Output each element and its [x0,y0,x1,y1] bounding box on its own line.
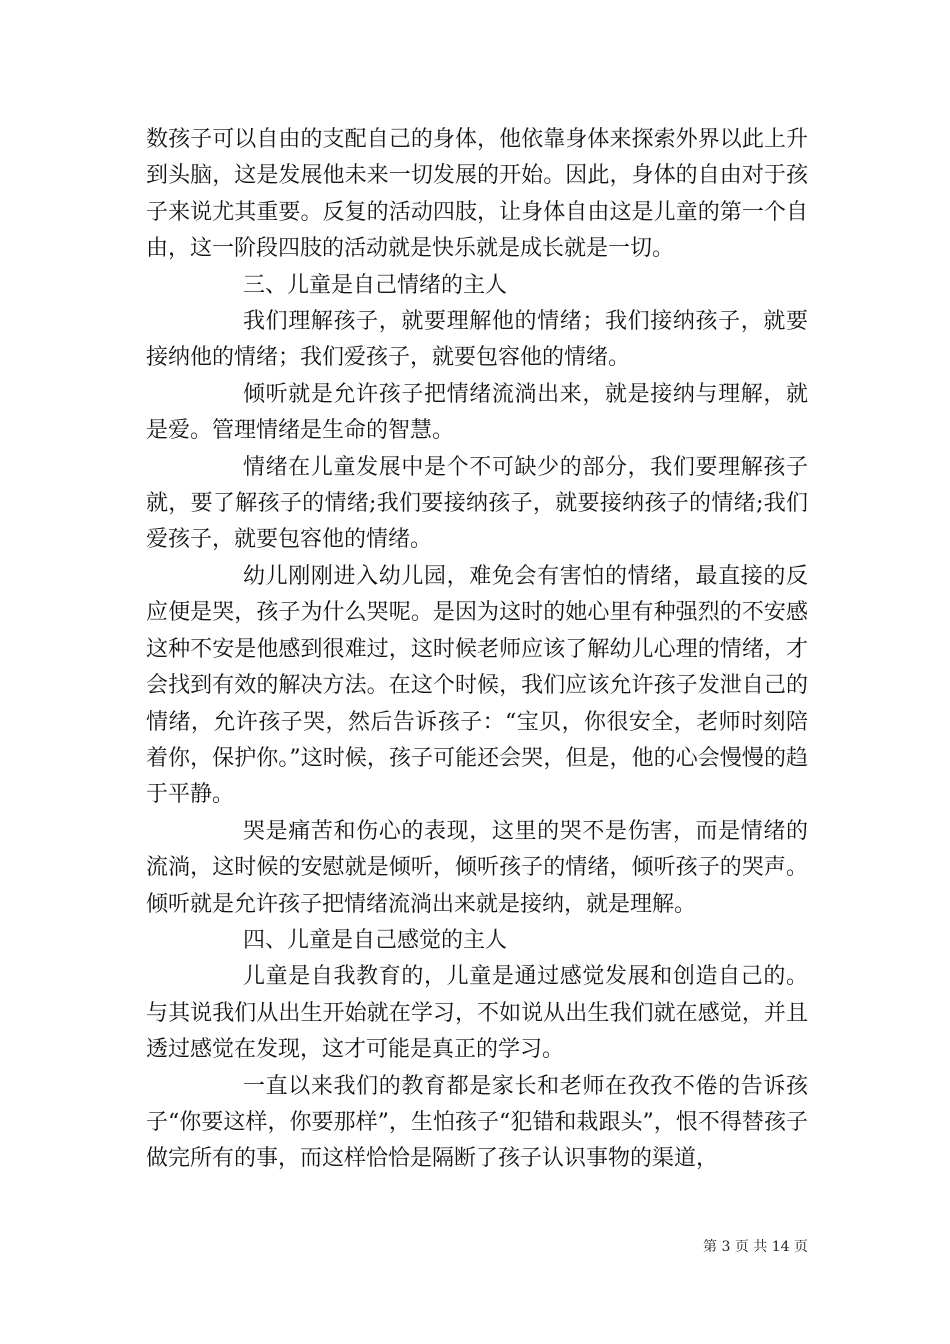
paragraph: 情绪在儿童发展中是个不可缺少的部分，我们要理解孩子就，要了解孩子的情绪;我们要接纳孩子，就要接纳孩子的情绪;我们爱孩子，就要包容他的情绪。 [146,454,808,553]
document-body [146,122,808,1178]
paragraph: 倾听就是允许孩子把情绪流淌出来，就是接纳与理解，就是爱。管理情绪是生命的智慧。 [146,381,808,444]
paragraph: 哭是痛苦和伤心的表现，这里的哭不是伤害，而是情绪的流淌，这时候的安慰就是倾听，倾听孩子的情绪，倾听孩子的哭声。倾听就是允许孩子把情绪流淌出来就是接纳，就是理解。 [146,818,808,917]
section-heading-4: 四、儿童是自己感觉的主人 [243,927,508,953]
paragraph-intro: 数孩子可以自由的支配自己的身体，他依靠身体来探索外界以此上升到头脑，这是发展他未来一切发展的开始。因此，身体的自由对于孩子来说尤其重要。反复的活动四肢，让身体自由这是儿童的第一个自由，这一阶段四肢的活动就是快乐就是成长就是一切。 [146,127,808,262]
page-number-footer: 第 3 页 共 14 页 [703,1239,808,1255]
section-heading-3: 三、儿童是自己情绪的主人 [243,272,508,298]
paragraph: 幼儿刚刚进入幼儿园，难免会有害怕的情绪，最直接的反应便是哭，孩子为什么哭呢。是因为这时的她心里有种强烈的不安感这种不安是他感到很难过，这时候老师应该了解幼儿心理的情绪，才会找到有效的解决方法。在这个时候，我们应该允许孩子发泄自己的情绪，允许孩子哭，然后告诉孩子：“宝贝，你很安全，老师时刻陪着你，保护你。”这时候，孩子可能还会哭，但是，他的心会慢慢的趋于平静。 [146,563,808,808]
paragraph: 一直以来我们的教育都是家长和老师在孜孜不倦的告诉孩子“你要这样，你要那样”，生怕孩子“犯错和栽跟头”，恨不得替孩子做完所有的事，而这样恰恰是隔断了孩子认识事物的渠道， [146,1073,808,1172]
paragraph: 我们理解孩子，就要理解他的情绪；我们接纳孩子，就要接纳他的情绪；我们爱孩子，就要包容他的情绪。 [146,309,808,371]
paragraph: 儿童是自我教育的，儿童是通过感觉发展和创造自己的。与其说我们从出生开始就在学习，不如说从出生我们就在感觉，并且透过感觉在发现，这才可能是真正的学习。 [146,964,808,1063]
